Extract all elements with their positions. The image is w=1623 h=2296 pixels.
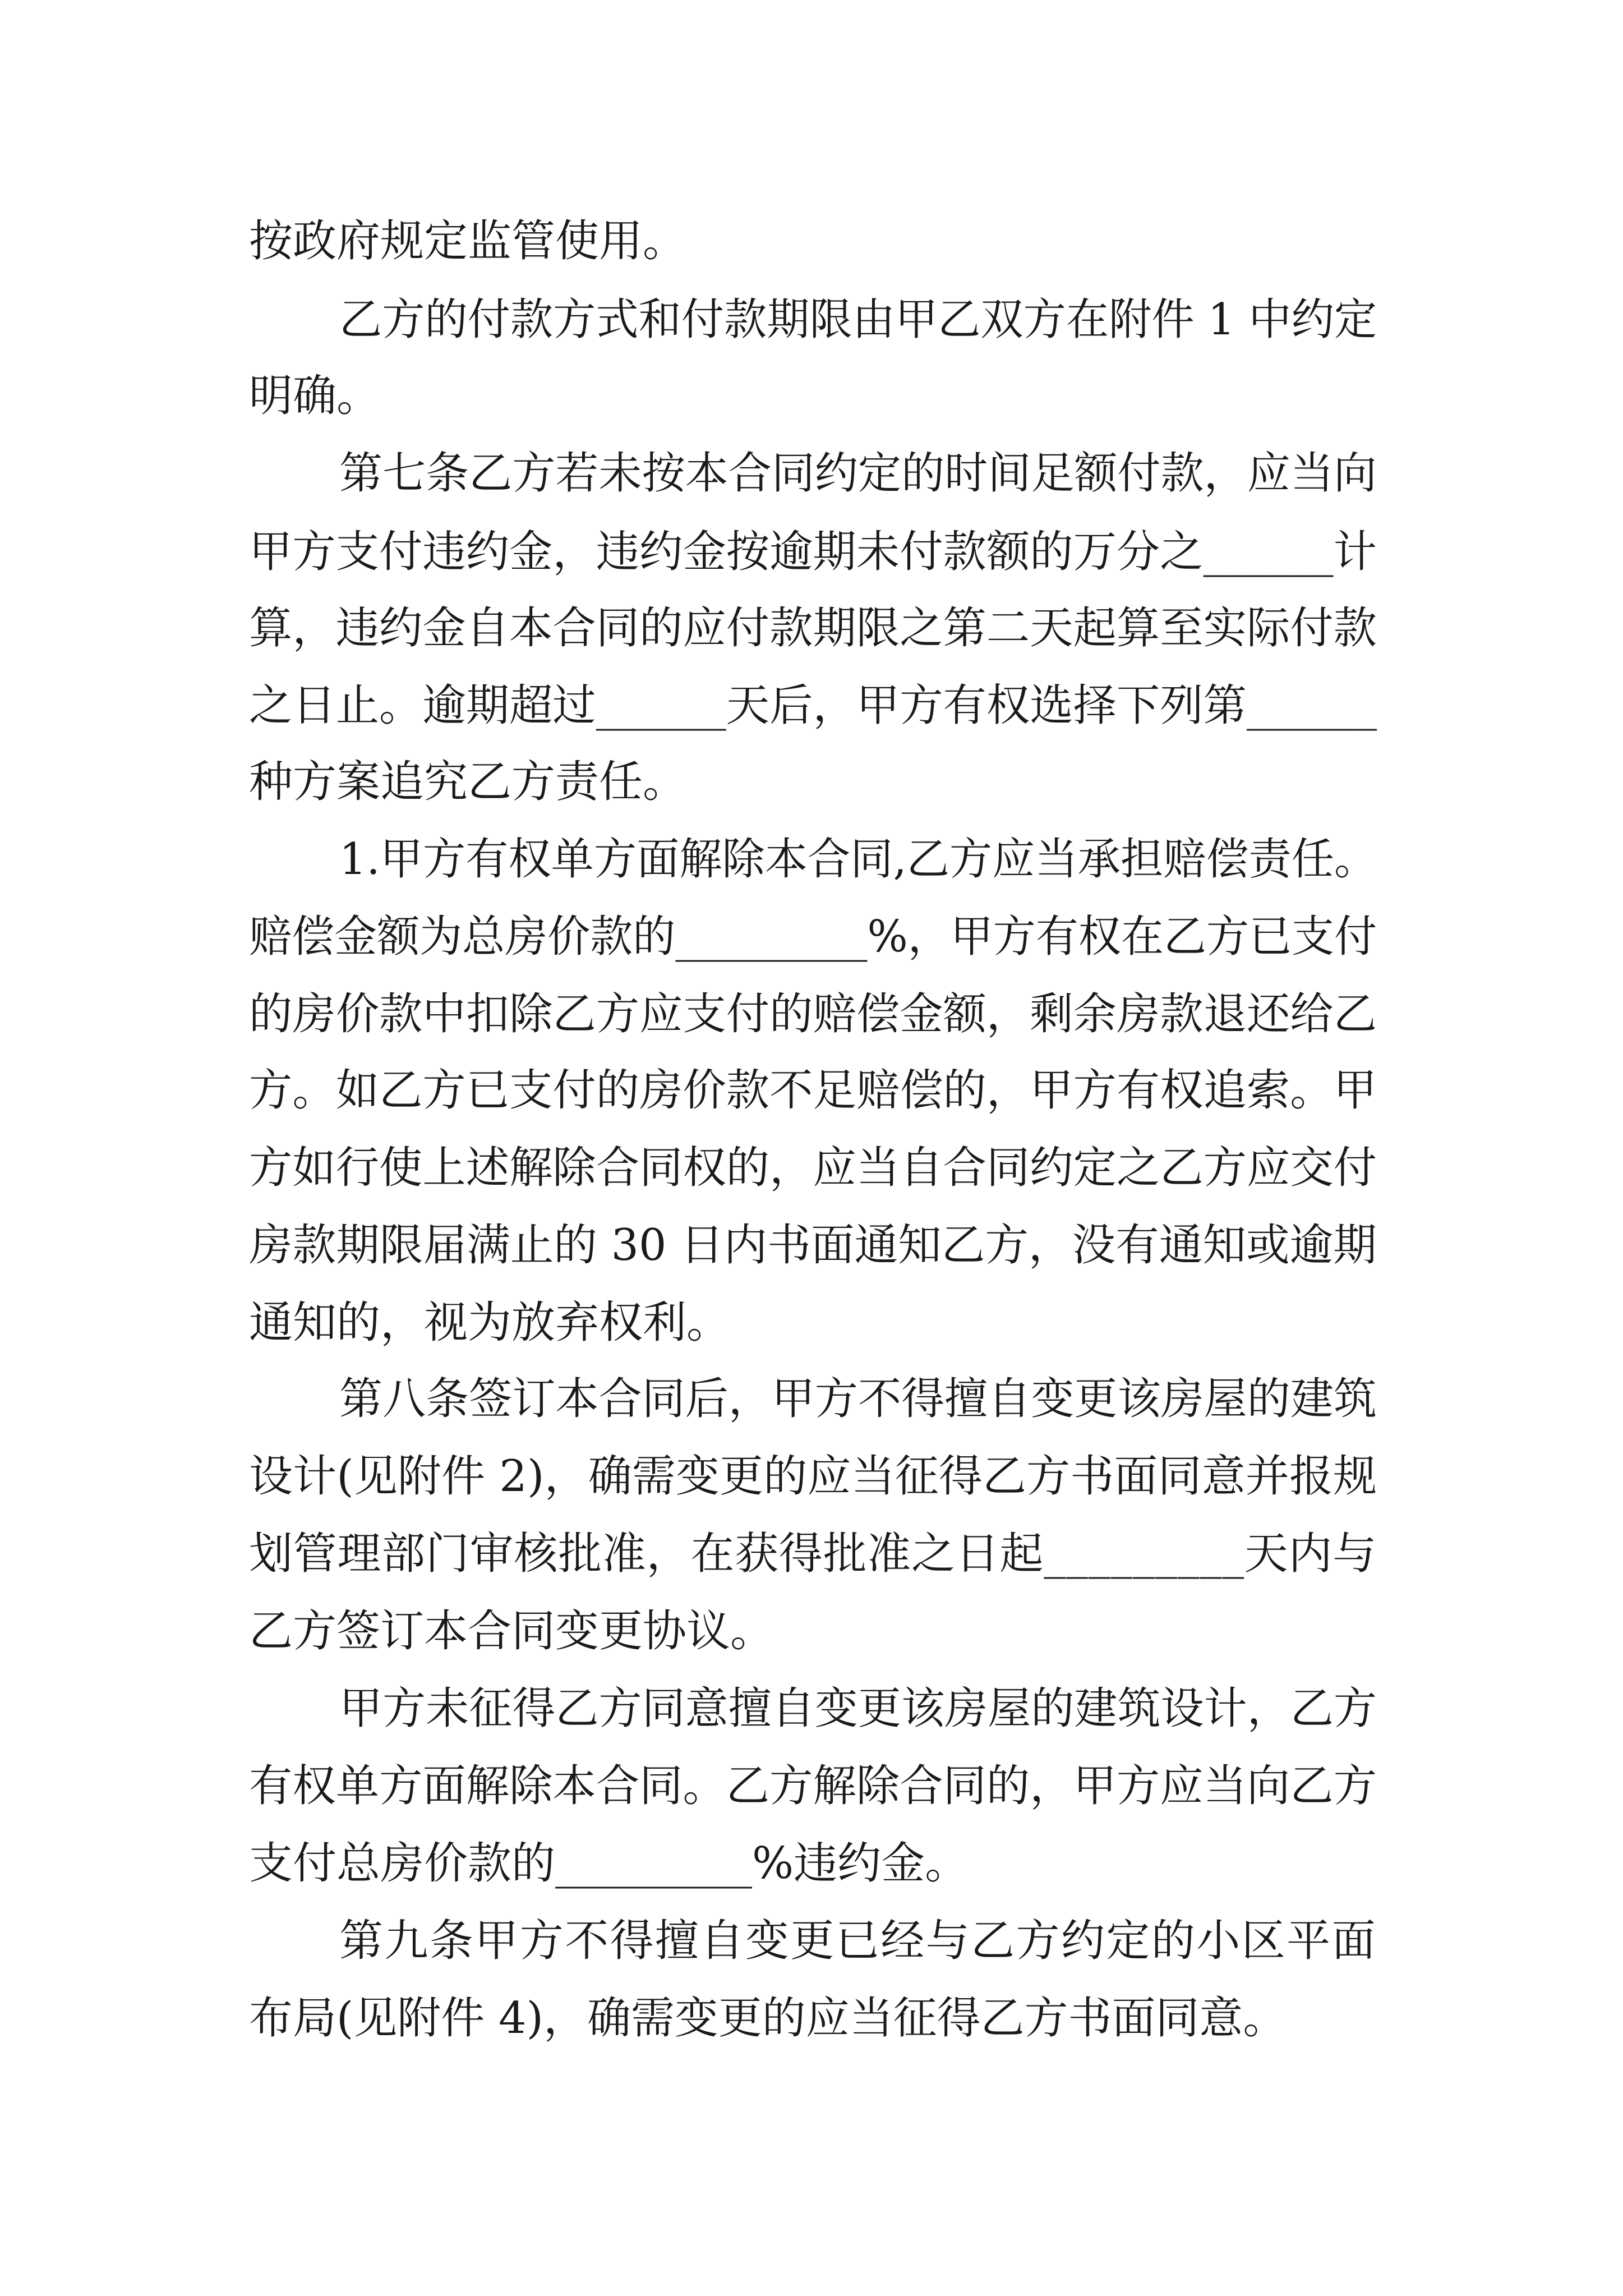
text-line: 划管理部门审核批准，在获得批准之日起_________天内与 [249,1529,1377,1579]
text-line: 乙方签订本合同变更协议。 [249,1606,774,1657]
text-line: 第九条甲方不得擅自变更已经与乙方约定的小区平面 [339,1916,1377,1966]
text-line: 第八条签订本合同后，甲方不得擅自变更该房屋的建筑 [339,1374,1377,1424]
text-line: 支付总房价款的_________%违约金。 [249,1838,969,1889]
text-line: 种方案追究乙方责任。 [249,757,687,807]
text-line: 之日止。逾期超过______天后，甲方有权选择下列第______ [249,680,1377,731]
text-line: 第七条乙方若未按本合同约定的时间足额付款，应当向 [339,448,1377,499]
text-line: 设计(见附件 2)，确需变更的应当征得乙方书面同意并报规 [249,1451,1377,1502]
text-line: 方如行使上述解除合同权的，应当自合同约定之乙方应交付 [249,1143,1377,1193]
text-line: 1.甲方有权单方面解除本合同,乙方应当承担赔偿责任。 [339,834,1377,885]
text-line: 算，违约金自本合同的应付款期限之第二天起算至实际付款 [249,603,1377,654]
text-line: 赔偿金额为总房价款的_________%，甲方有权在乙方已支付 [249,912,1377,962]
text-line: 甲方支付违约金，违约金按逾期未付款额的万分之______计 [249,527,1377,577]
text-line: 的房价款中扣除乙方应支付的赔偿金额，剩余房款退还给乙 [249,989,1377,1039]
text-line: 布局(见附件 4)，确需变更的应当征得乙方书面同意。 [249,1993,1287,2044]
text-line: 明确。 [249,371,381,421]
text-line: 按政府规定监管使用。 [249,216,687,266]
text-line: 通知的，视为放弃权利。 [249,1297,731,1348]
text-line: 甲方未征得乙方同意擅自变更该房屋的建筑设计，乙方 [339,1683,1377,1734]
text-line: 方。如乙方已支付的房价款不足赔偿的，甲方有权追索。甲 [249,1065,1377,1116]
text-line: 有权单方面解除本合同。乙方解除合同的，甲方应当向乙方 [249,1761,1377,1811]
text-line: 乙方的付款方式和付款期限由甲乙双方在附件 1 中约定 [339,295,1377,345]
text-line: 房款期限届满止的 30 日内书面通知乙方，没有通知或逾期 [249,1220,1377,1271]
